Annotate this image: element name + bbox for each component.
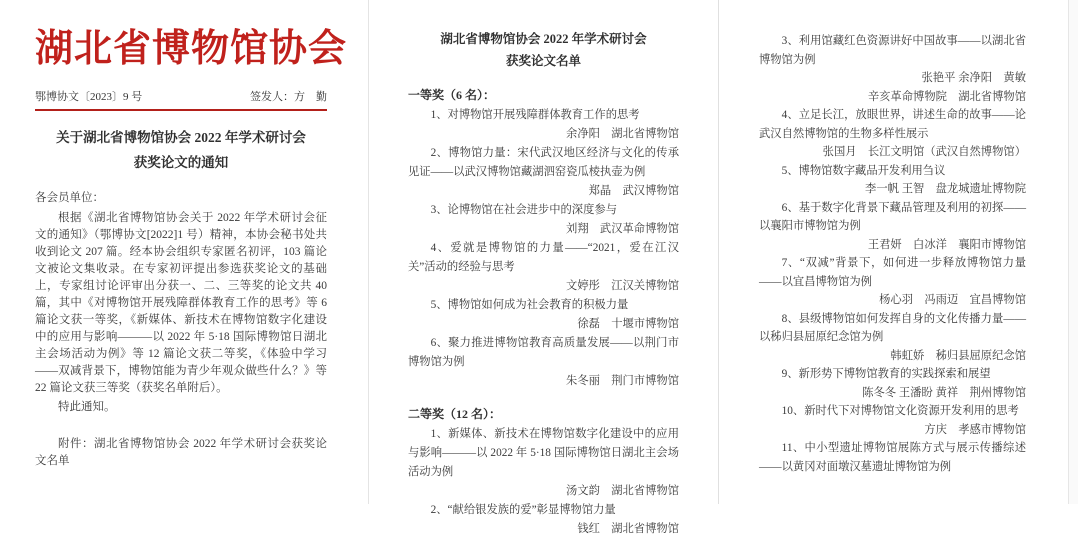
list-title <box>408 28 679 72</box>
first-prize-heading: 一等奖（6 名）： <box>408 88 496 102</box>
paper-title: 7、“双减”背景下，如何进一步释放博物馆力量——以宜昌博物馆为例 <box>759 257 1026 288</box>
notice-title <box>35 125 327 175</box>
doc-meta-row <box>35 88 327 104</box>
paper-title: 5、博物馆如何成为社会教育的积极力量 <box>430 299 629 311</box>
paper-title: 8、县级博物馆如何发挥自身的文化传播力量——以秭归县屈原纪念馆为例 <box>759 312 1026 343</box>
page-3-award-list-continued <box>718 0 1068 504</box>
paper-entry <box>759 106 1026 162</box>
paper-byline: 郑晶 武汉博物馆 <box>588 185 679 197</box>
paper-entry <box>759 162 1026 199</box>
paper-byline: 李一帆 王智 盘龙城遗址博物院 <box>865 183 1026 195</box>
paper-byline: 余净阳 湖北省博物馆 <box>566 128 679 140</box>
paper-entry <box>408 425 679 501</box>
paper-title: 11、中小型遗址博物馆展陈方式与展示传播综述——以黄冈对面墩汉墓遗址博物馆为例 <box>759 442 1026 473</box>
paper-title: 4、立足长江，放眼世界，讲述生命的故事——论武汉自然博物馆的生物多样性展示 <box>759 109 1026 140</box>
paper-byline: 徐磊 十堰市博物馆 <box>577 318 679 330</box>
paper-byline: 钱红 湖北省博物馆 <box>577 523 679 535</box>
doc-signer: 签发人：方 勤 <box>250 91 327 103</box>
paper-entry <box>408 201 679 239</box>
list-title-line1: 湖北省博物馆协会 2022 年学术研讨会 <box>440 32 647 46</box>
notice-title-line2: 获奖论文的通知 <box>133 155 229 170</box>
paper-entry <box>759 254 1026 310</box>
list-title-line2: 获奖论文名单 <box>505 54 581 68</box>
paper-title: 3、利用馆藏红色资源讲好中国故事——以湖北省博物馆为例 <box>759 35 1026 66</box>
scan-right-margin-strip <box>1068 0 1078 504</box>
paper-byline: 陈冬冬 王潘盼 黄祥 荆州博物馆 <box>862 386 1026 399</box>
paper-entry <box>408 144 679 201</box>
paper-entry <box>759 402 1026 439</box>
letterhead-title: 湖北省博物馆协会 <box>35 28 348 70</box>
paper-byline: 韩虹娇 秭归县屈原纪念馆 <box>890 349 1026 362</box>
paper-entry <box>408 334 679 391</box>
paper-byline: 刘翔 武汉革命博物馆 <box>566 223 679 235</box>
paper-byline: 王君妍 白冰洋 襄阳市博物馆 <box>867 238 1026 251</box>
salutation: 各会员单位： <box>35 192 104 204</box>
paper-byline: 汤文韵 湖北省博物馆 <box>566 485 679 497</box>
second-prize-heading: 二等奖（12 名）： <box>408 407 502 421</box>
paper-entry <box>759 365 1026 402</box>
paper-entry <box>408 501 679 539</box>
paper-byline: 文婷彤 江汉关博物馆 <box>566 280 679 292</box>
notice-closing: 特此通知。 <box>58 401 116 413</box>
paper-entry <box>408 239 679 296</box>
paper-byline2: 辛亥革命博物院 湖北省博物馆 <box>867 90 1026 103</box>
paper-title: 6、聚力推进博物馆教育高质量发展——以荆门市博物馆为例 <box>408 337 679 368</box>
page-1-notice <box>0 0 368 504</box>
paper-entry <box>759 439 1026 476</box>
paper-title: 2、博物馆力量：宋代武汉地区经济与文化的传承见证——以武汉博物馆藏湖泗窑瓷瓜棱执壶为例 <box>408 147 679 178</box>
paper-byline: 张国月 长江文明馆（武汉自然博物馆） <box>822 146 1026 158</box>
attachment-note: 附件：湖北省博物馆协会 2022 年学术研讨会获奖论文名单 <box>35 438 327 467</box>
paper-byline: 朱冬丽 荆门市博物馆 <box>566 375 679 387</box>
paper-entry <box>759 32 1026 106</box>
paper-entry <box>759 310 1026 366</box>
paper-byline: 张艳平 余净阳 黄敏 <box>921 72 1026 84</box>
paper-title: 1、新媒体、新技术在博物馆数字化建设中的应用与影响———以 2022 年 5·18 国际博物馆日湖北主会场活动为例 <box>408 428 679 478</box>
red-divider-rule <box>35 109 327 111</box>
paper-title: 9、新形势下博物馆教育的实践探索和展望 <box>781 368 991 380</box>
doc-number: 鄂博协文〔2023〕9 号 <box>35 91 143 103</box>
paper-byline: 方庆 孝感市博物馆 <box>924 423 1026 436</box>
paper-entry <box>408 106 679 144</box>
paper-title: 1、对博物馆开展残障群体教育工作的思考 <box>430 109 640 121</box>
notice-title-line1: 关于湖北省博物馆协会 2022 年学术研讨会 <box>56 130 306 145</box>
notice-body-paragraph: 根据《湖北省博物馆协会关于 2022 年学术研讨会征文的通知》（鄂博协文[2022]1 号）精神，本协会秘书处共收到论文 207 篇。经本协会组织专家匿名初评，103 篇论文被论文集收录。在专家初评提出参选获奖论文的基础上，专家组讨论评审出分获一、二、三等奖的论文共 40 篇，其中《对博物馆开展残障群体教育工作的思考》等 6 篇论文获一等奖，《新媒体、新技术在博物馆数字化建设中的应用与影响———以 2022 年 5·18 国际博物馆日湖北主会场活动为例》等 12 篇论文获二等奖，《体验中学习——双减背景下，博物馆能为青少年观众做些什么？》等 22 篇论文获三等奖（获奖名单附后）。 <box>35 212 327 394</box>
paper-title: 3、论博物馆在社会进步中的深度参与 <box>430 204 617 216</box>
paper-entry <box>759 199 1026 255</box>
paper-title: 10、新时代下对博物馆文化资源开发利用的思考 <box>781 405 1019 417</box>
paper-title: 4、爱就是博物馆的力量——“2021，爱在江汉关”活动的经验与思考 <box>408 242 679 273</box>
paper-byline: 杨心羽 冯雨迈 宜昌博物馆 <box>879 294 1026 306</box>
paper-entry <box>408 296 679 334</box>
paper-title: 2、“献给银发族的爱”彰显博物馆力量 <box>430 504 616 516</box>
paper-title: 6、基于数字化背景下藏品管理及利用的初探——以襄阳市博物馆为例 <box>759 201 1026 232</box>
page-2-award-list <box>368 0 718 535</box>
paper-title: 5、博物馆数字藏品开发利用刍议 <box>781 164 946 177</box>
